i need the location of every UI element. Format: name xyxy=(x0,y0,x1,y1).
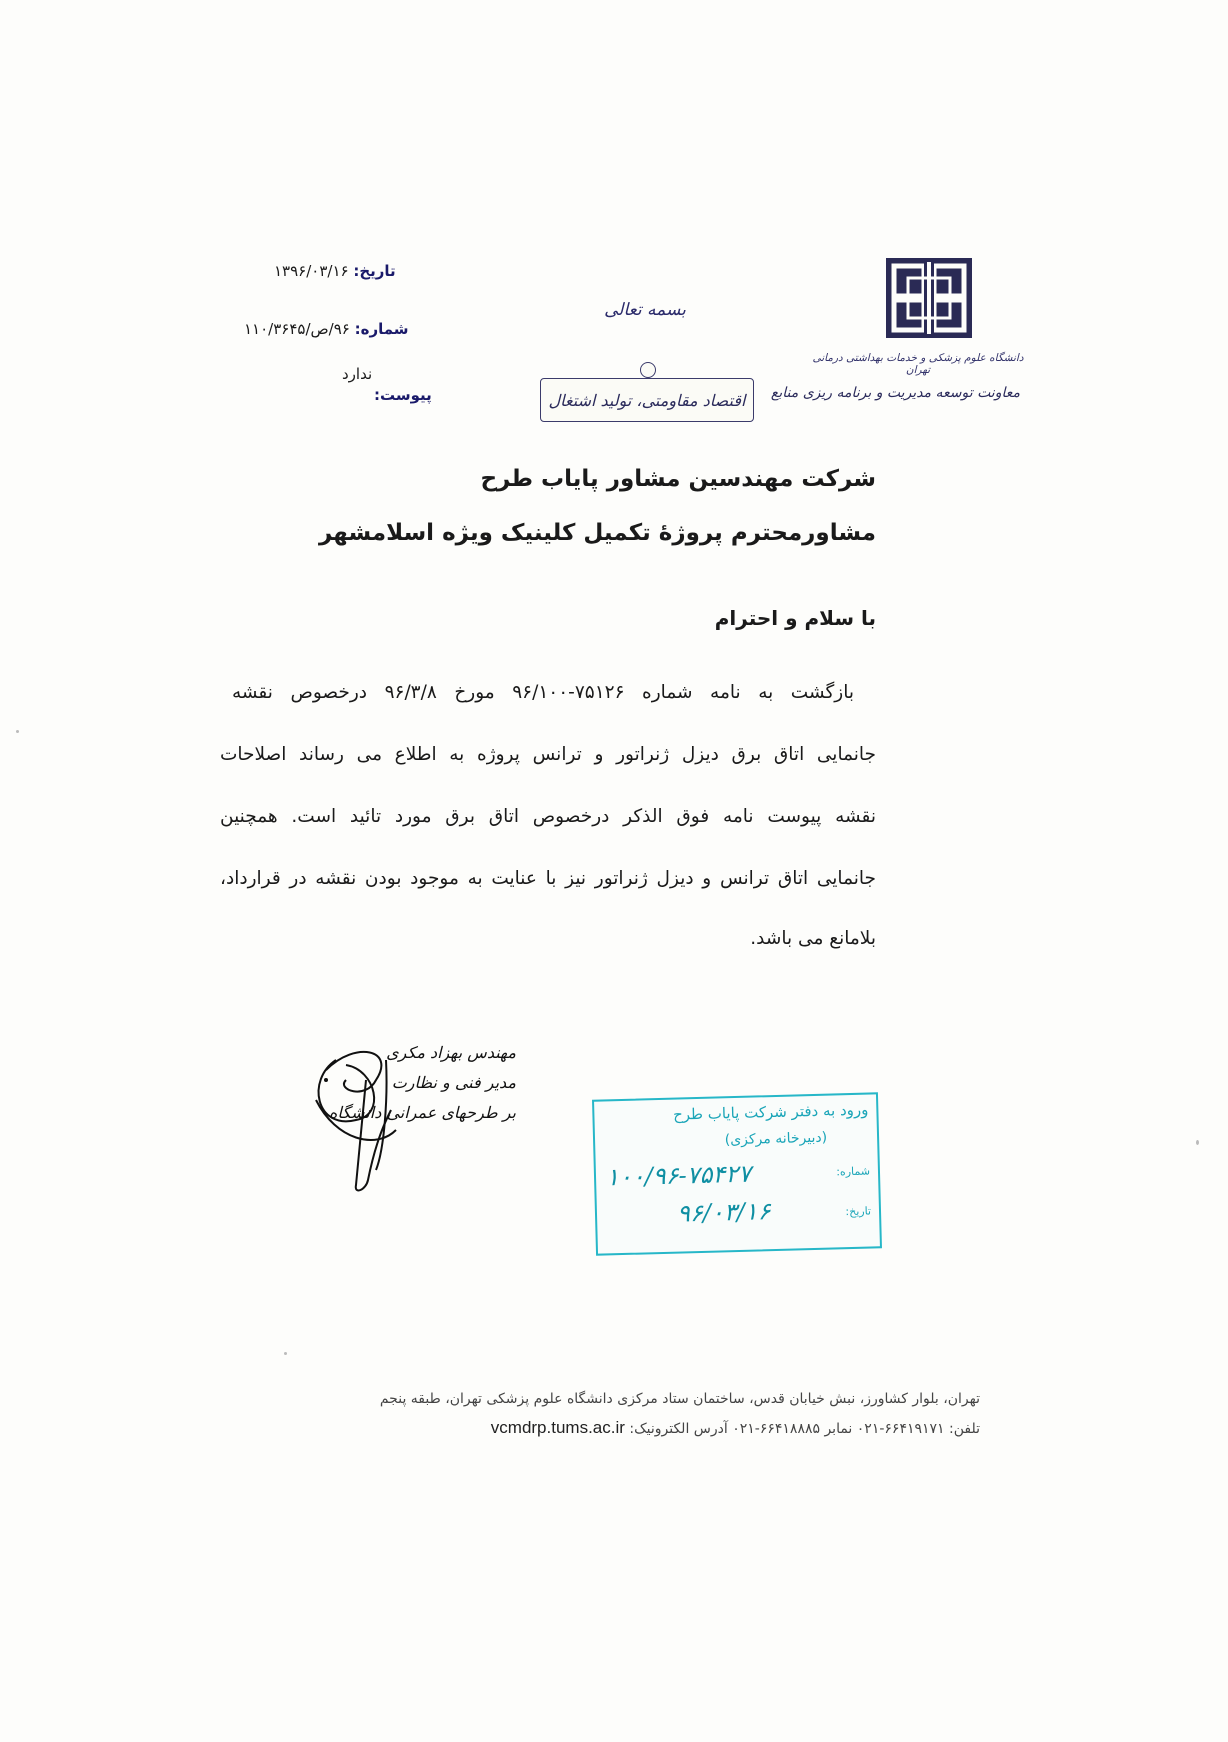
body-line-4: جانمایی اتاق ترانس و دیزل ژنراتور نیز با عنایت به موجود بودن نقشه در قرارداد، xyxy=(220,868,876,889)
stamp-number-value: ۱۰۰/۹۶-۷۵۴۲۷ xyxy=(605,1159,752,1192)
footer-address: تهران، بلوار کشاورز، نبش خیابان قدس، ساختمان ستاد مرکزی دانشگاه علوم پزشکی تهران، طبقه پنجم xyxy=(379,1391,980,1407)
scan-speck xyxy=(16,730,19,733)
university-name: دانشگاه علوم پزشکی و خدمات بهداشتی درمانی تهران xyxy=(812,352,1024,376)
signer-department: بر طرحهای عمرانی دانشگاه xyxy=(328,1103,516,1122)
attachment-label: پیوست: xyxy=(374,386,432,404)
stamp-date-value: ۹۶/۰۳/۱۶ xyxy=(676,1197,771,1228)
salutation: با سلام و احترام xyxy=(714,606,876,630)
number-label: شماره: xyxy=(354,320,409,338)
slogan-ornament-icon xyxy=(640,362,656,378)
number-value: ۹۶/ص/۱۱۰/۳۶۴۵ xyxy=(244,320,350,338)
stamp-number-label: شماره: xyxy=(836,1164,871,1179)
scan-speck xyxy=(1196,1140,1199,1145)
slogan-banner: اقتصاد مقاومتی، تولید اشتغال xyxy=(540,378,754,422)
footer-contact-text: تلفن: ۶۶۴۱۹۱۷۱-۰۲۱ نمابر ۶۶۴۱۸۸۸۵-۰۲۱ آدرس الکترونیک: xyxy=(629,1421,980,1437)
date-value: ۱۳۹۶/۰۳/۱۶ xyxy=(274,262,349,280)
department-name: معاونت توسعه مدیریت و برنامه ریزی منابع xyxy=(770,385,1020,401)
footer-contact xyxy=(300,1418,980,1438)
date-row xyxy=(274,262,396,280)
number-row xyxy=(244,320,409,338)
scan-speck xyxy=(284,1352,287,1355)
body-line-1: بازگشت به نامه شماره ۷۵۱۲۶-۹۶/۱۰۰ مورخ ۹۶/۳/۸ درخصوص نقشه xyxy=(232,682,854,703)
receipt-stamp xyxy=(592,1092,882,1255)
footer-website[interactable]: vcmdrp.tums.ac.ir xyxy=(490,1418,625,1437)
attachment-value: ندارد xyxy=(342,365,373,383)
stamp-date-label: تاریخ: xyxy=(845,1204,872,1219)
signature-block xyxy=(328,1038,516,1128)
stamp-title: ورود به دفتر شرکت پایاب طرح xyxy=(672,1100,869,1124)
university-emblem-icon xyxy=(884,256,974,340)
signer-name: مهندس بهزاد مکری xyxy=(386,1043,516,1062)
bismillah: بسمه تعالی xyxy=(604,300,686,320)
stamp-subtitle: (دبیرخانه مرکزی) xyxy=(724,1129,828,1149)
body-line-5: بلامانع می باشد. xyxy=(750,928,876,949)
signer-position: مدیر فنی و نظارت xyxy=(391,1073,516,1092)
body-line-3: نقشه پیوست نامه فوق الذکر درخصوص اتاق برق مورد تائید است. همچنین xyxy=(220,806,876,827)
recipient-title: مشاورمحترم پروژهٔ تکمیل کلینیک ویژه اسلامشهر xyxy=(318,520,876,546)
recipient-company: شرکت مهندسین مشاور پایاب طرح xyxy=(480,466,876,492)
date-label: تاریخ: xyxy=(353,262,396,280)
body-line-2: جانمایی اتاق برق دیزل ژنراتور و ترانس پروژه به اطلاع می رساند اصلاحات xyxy=(220,744,876,765)
